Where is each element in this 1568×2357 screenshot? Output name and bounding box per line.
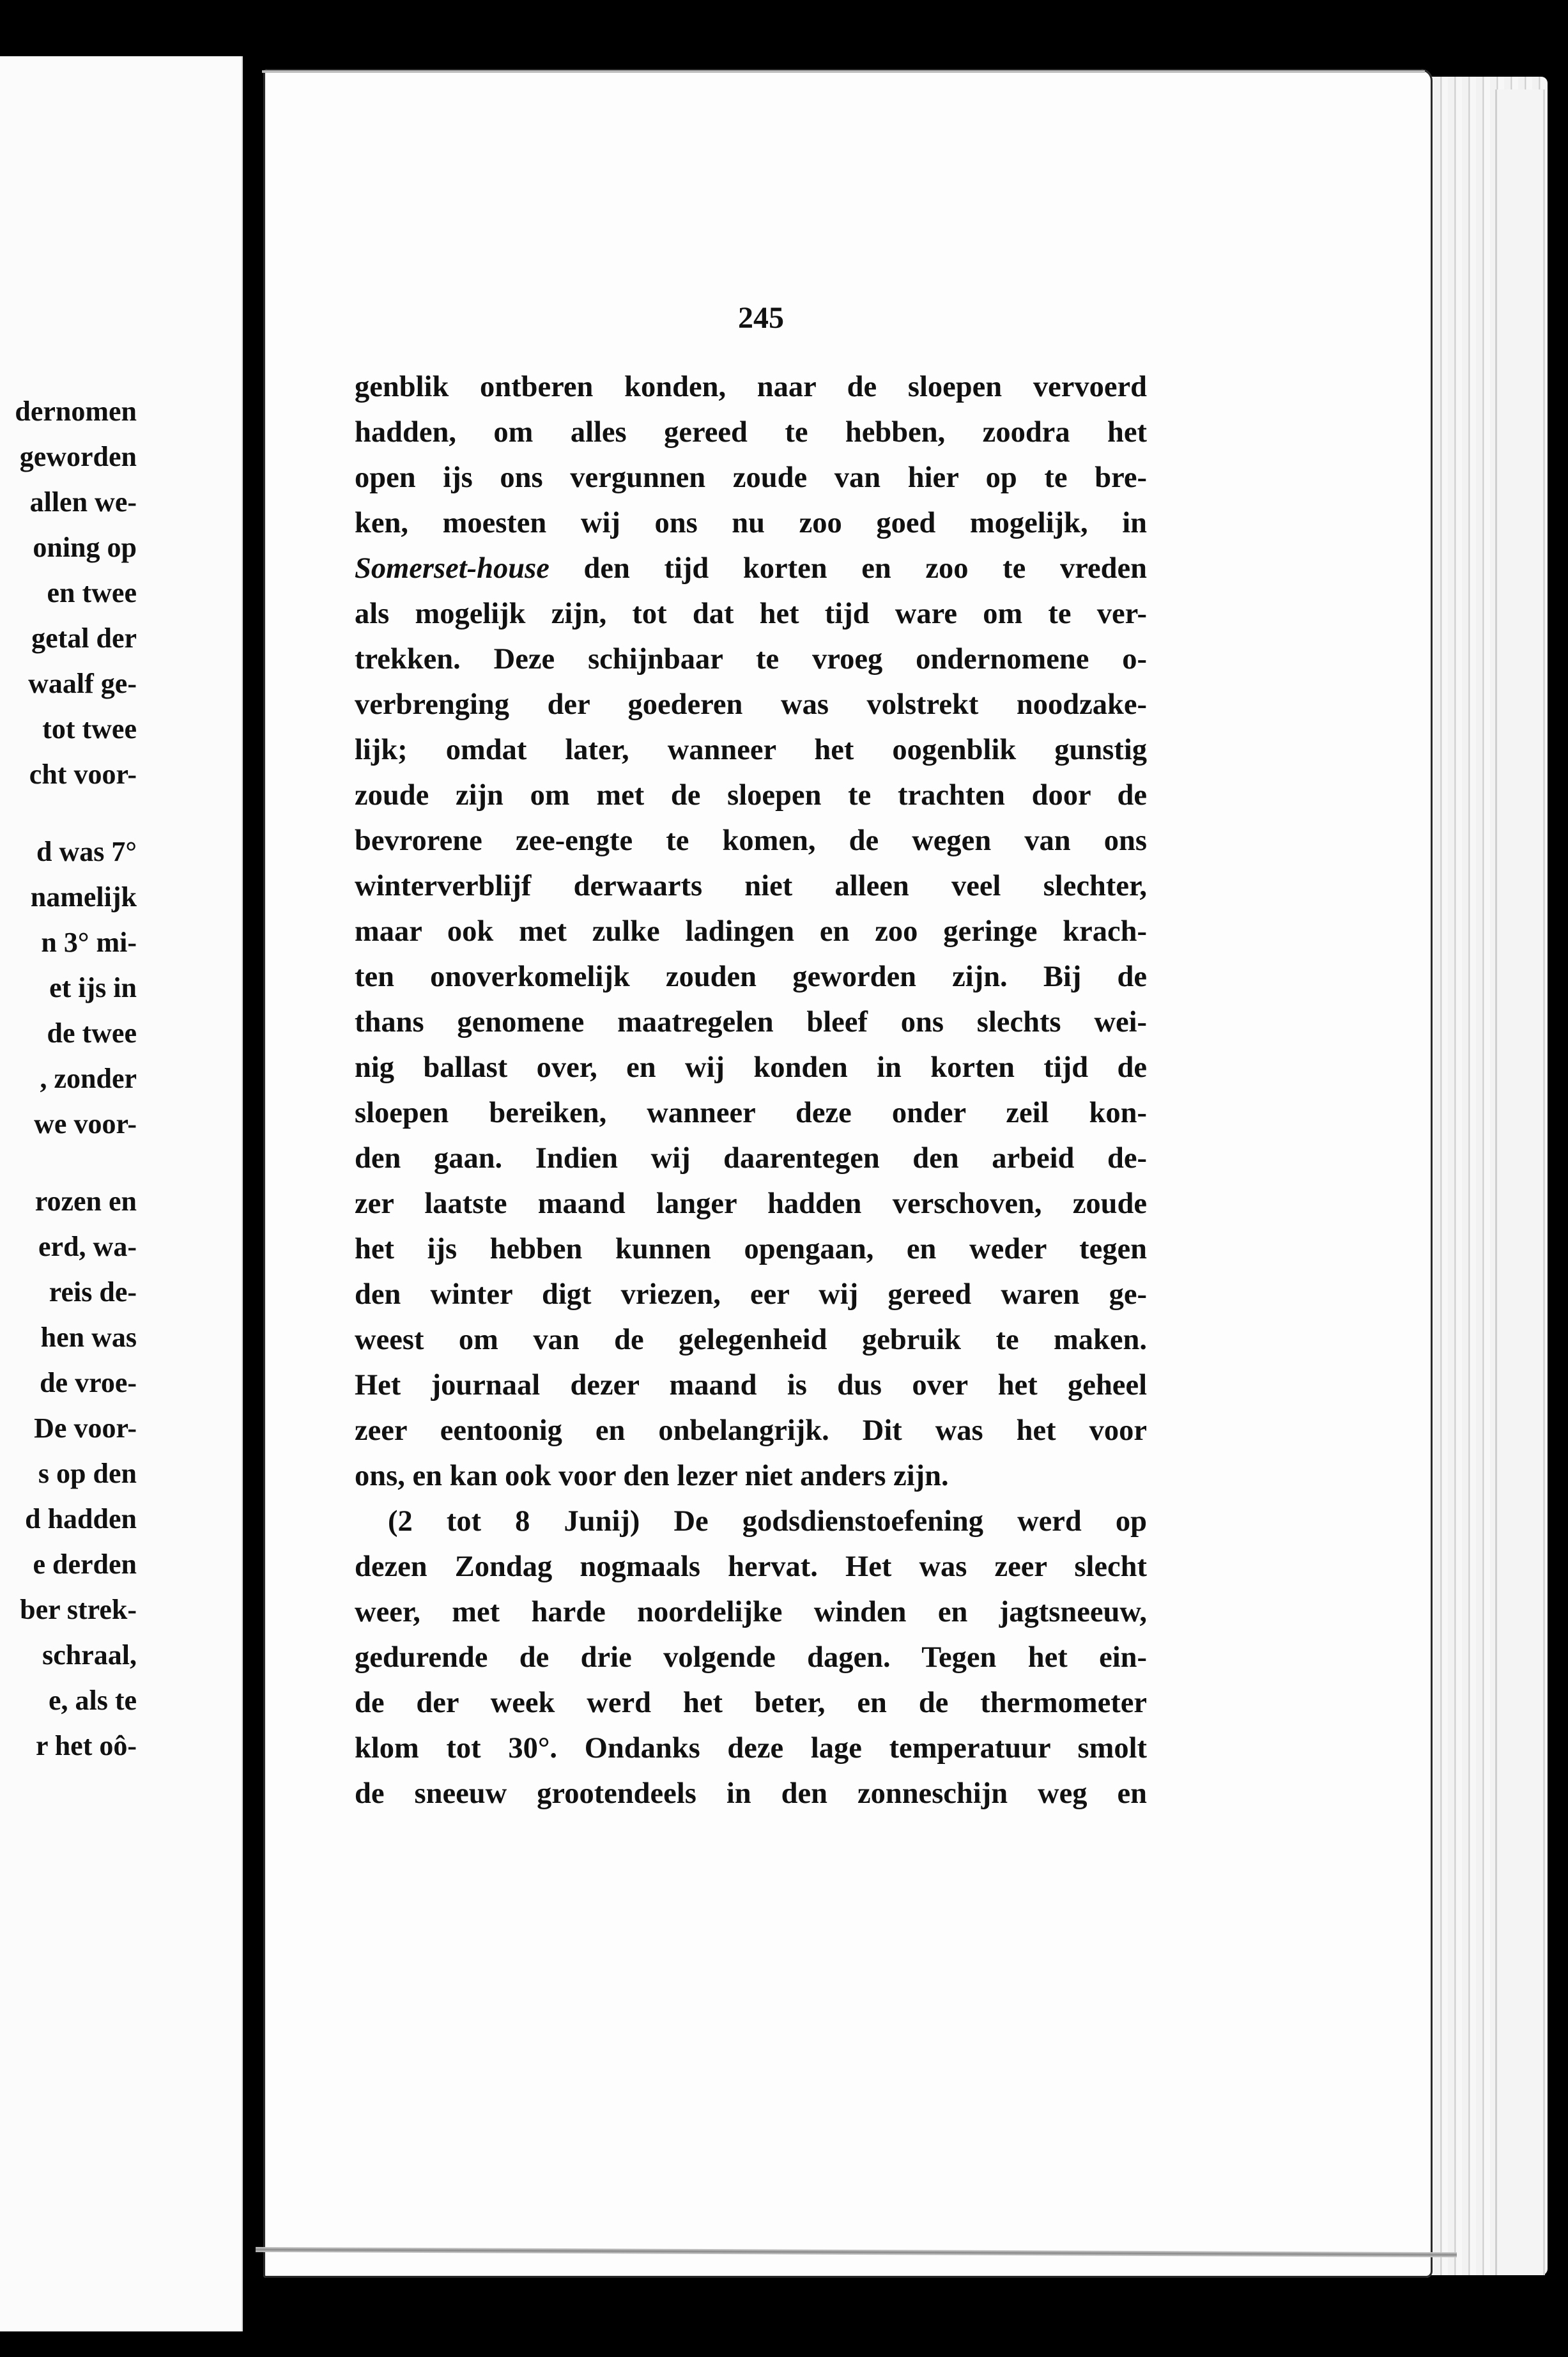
text-line: rozen en: [35, 1186, 137, 1217]
text-line: allen we-: [29, 486, 137, 518]
text-line: gedurende de drie volgende dagen. Tegen het ein-: [355, 1641, 1147, 1674]
text-line: erd, wa-: [38, 1231, 137, 1262]
text-line: de twee: [47, 1017, 137, 1049]
text-line: n 3° mi-: [41, 927, 137, 958]
text-line: geworden: [19, 441, 137, 472]
text-line: d hadden: [25, 1503, 137, 1534]
text-line: sloepen bereiken, wanneer deze onder zeil kon-: [355, 1097, 1147, 1129]
text-line: het ijs hebben kunnen opengaan, en weder tegen: [355, 1233, 1147, 1265]
text-line: winterverblijf derwaarts niet alleen veel slechter,: [355, 870, 1147, 902]
text-line: trekken. Deze schijnbaar te vroeg ondernomene o-: [355, 643, 1147, 676]
left-page: [0, 56, 243, 2331]
text-line: lijk; omdat later, wanneer het oogenblik gunstig: [355, 734, 1147, 766]
text-line: ten onoverkomelijk zouden geworden zijn. Bij de: [355, 961, 1147, 993]
text-line: r het oô-: [35, 1730, 137, 1761]
page-top-edge: [262, 70, 1425, 73]
text-line: getal der: [31, 622, 137, 654]
text-line: den gaan. Indien wij daarentegen den arbeid de-: [355, 1142, 1147, 1175]
text-line: en twee: [47, 577, 137, 608]
text-line: de der week werd het beter, en de thermometer: [355, 1687, 1147, 1719]
paragraph-gap: [15, 1147, 137, 1178]
right-page-text: [355, 364, 1147, 1816]
text-line: weer, met harde noordelijke winden en jagtsneeuw,: [355, 1596, 1147, 1628]
text-line: cht voor-: [29, 759, 137, 790]
text-line: hen was: [40, 1322, 137, 1353]
text-line: de sneeuw grootendeels in den zonneschijn weg en: [355, 1777, 1147, 1810]
text-line: open ijs ons vergunnen zoude van hier op te bre-: [355, 461, 1147, 494]
text-line: maar ook met zulke ladingen en zoo geringe krach-: [355, 915, 1147, 948]
text-line: weest om van de gelegenheid gebruik te maken.: [355, 1324, 1147, 1356]
text-line: dezen Zondag nogmaals hervat. Het was zeer slecht: [355, 1550, 1147, 1583]
text-line: namelijk: [30, 881, 137, 913]
text-line: et ijs in: [49, 972, 137, 1003]
text-line: zeer eentoonig en onbelangrijk. Dit was het voor: [355, 1414, 1147, 1447]
text-line: (2 tot 8 Junij) De godsdienstoefening werd op: [388, 1505, 1147, 1538]
text-line: zer laatste maand langer hadden verschoven, zoude: [355, 1187, 1147, 1220]
text-line: de vroe-: [40, 1367, 137, 1398]
text-line: klom tot 30°. Ondanks deze lage temperatuur smolt: [355, 1732, 1147, 1765]
text-line: genblik ontberen konden, naar de sloepen vervoerd: [355, 371, 1147, 403]
text-line: thans genomene maatregelen bleef ons slechts wei-: [355, 1006, 1147, 1039]
book-edge-strip: [1495, 89, 1545, 2275]
text-line: we voor-: [34, 1108, 137, 1140]
paragraph-gap: [15, 797, 137, 829]
text-line: d was 7°: [36, 836, 137, 867]
text-line: als mogelijk zijn, tot dat het tijd ware om te ver-: [355, 598, 1147, 630]
text-line-with-italic: [355, 546, 1147, 591]
text-line: nig ballast over, en wij konden in korten tijd de: [355, 1051, 1147, 1084]
text-line: ken, moesten wij ons nu zoo goed mogelijk, in: [355, 507, 1147, 539]
text-line: ons, en kan ook voor den lezer niet anders zijn.: [355, 1460, 949, 1492]
italic-place-name: Somerset-house: [355, 552, 550, 585]
text-line: bevrorene zee-engte te komen, de wegen van ons: [355, 824, 1147, 857]
text-line: hadden, om alles gereed te hebben, zoodra het: [355, 416, 1147, 449]
left-page-text: [15, 389, 137, 1768]
text-line: e derden: [33, 1549, 137, 1580]
text-line: Het journaal dezer maand is dus over het geheel: [355, 1369, 1147, 1402]
text-line: e, als te: [48, 1685, 137, 1716]
text-line: s op den: [38, 1458, 137, 1489]
text-line: zoude zijn om met de sloepen te trachten door de: [355, 779, 1147, 812]
text-line: tot twee: [42, 713, 137, 745]
text-line: waalf ge-: [28, 668, 137, 699]
page-number: 245: [738, 301, 784, 335]
text-line: verbrenging der goederen was volstrekt noodzake-: [355, 688, 1147, 721]
text-line: den winter digt vriezen, eer wij gereed waren ge-: [355, 1278, 1147, 1311]
text-line: De voor-: [34, 1412, 137, 1444]
text-line: reis de-: [49, 1276, 137, 1308]
text-line: ber strek-: [20, 1594, 137, 1625]
text-line: oning op: [33, 532, 137, 563]
text-line: dernomen: [15, 396, 137, 427]
text-line: schraal,: [42, 1639, 137, 1671]
text-line: , zonder: [40, 1063, 137, 1094]
text-line-rest: den tijd korten en zoo te vreden: [583, 552, 1147, 585]
